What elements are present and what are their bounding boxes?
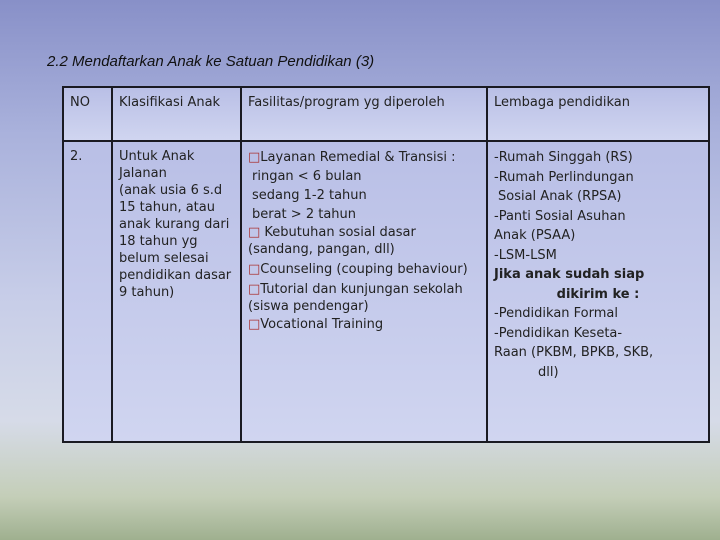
fasilitas-text: Layanan Remedial & Transisi : (260, 150, 456, 165)
lembaga-item: -Rumah Singgah (RS) (494, 150, 633, 165)
lembaga-item: -LSM-LSM (494, 247, 557, 263)
fasilitas-text: Counseling (couping behaviour) (260, 262, 468, 277)
table-header-row (63, 87, 709, 141)
cell-lembaga (487, 141, 709, 442)
checkbox-bullet-icon: □ (248, 317, 261, 332)
fasilitas-text: Vocational Training (260, 317, 384, 332)
slide-title: 2.2 Mendaftarkan Anak ke Satuan Pendidikan (3) (47, 53, 375, 70)
checkbox-bullet-icon: □ (248, 150, 261, 165)
header-lembaga: Lembaga pendidikan (487, 87, 709, 141)
lembaga-item: Sosial Anak (RPSA) (498, 189, 622, 204)
checkbox-bullet-icon: □ (248, 282, 261, 297)
cell-fasilitas (241, 141, 487, 442)
cell-no: 2. (63, 141, 112, 442)
fasilitas-sub: sedang 1-2 tahun (252, 188, 367, 203)
fasilitas-item (248, 261, 480, 278)
lembaga-note: dikirim ke : (556, 286, 640, 302)
klasifikasi-desc: (anak usia 6 s.d 15 tahun, atau anak kurang dari 18 tahun yg belum selesai pendidikan dasar 9 tahun) (119, 183, 232, 300)
lembaga-item: -Pendidikan Formal (494, 306, 618, 321)
fasilitas-item (248, 315, 480, 334)
fasilitas-item (248, 224, 480, 258)
fasilitas-text: Kebutuhan sosial dasar (sandang, pangan, dll) (248, 225, 416, 257)
lembaga-item: -Rumah Perlindungan (494, 169, 634, 185)
header-klasifikasi: Klasifikasi Anak (112, 87, 241, 141)
klasifikasi-title: Untuk Anak Jalanan (119, 149, 195, 181)
fasilitas-sub: berat > 2 tahun (252, 207, 356, 222)
lembaga-note: Jika anak sudah siap (494, 267, 645, 282)
fasilitas-sub: ringan < 6 bulan (252, 169, 362, 184)
lembaga-item: Anak (PSAA) (494, 228, 576, 243)
header-no: NO (63, 87, 112, 141)
checkbox-bullet-icon: □ (248, 225, 261, 240)
fasilitas-item (248, 281, 480, 315)
data-table (62, 86, 710, 443)
fasilitas-item (248, 148, 480, 167)
lembaga-item: dll) (538, 364, 559, 380)
lembaga-item: Raan (PKBM, BPKB, SKB, (494, 345, 654, 360)
lembaga-item: -Pendidikan Keseta- (494, 325, 623, 341)
lembaga-item: -Panti Sosial Asuhan (494, 208, 626, 224)
table-row (63, 141, 709, 442)
fasilitas-text: Tutorial dan kunjungan sekolah (siswa pendengar) (248, 282, 463, 314)
cell-klasifikasi (112, 141, 241, 442)
checkbox-bullet-icon: □ (248, 262, 261, 277)
header-fasilitas: Fasilitas/program yg diperoleh (241, 87, 487, 141)
